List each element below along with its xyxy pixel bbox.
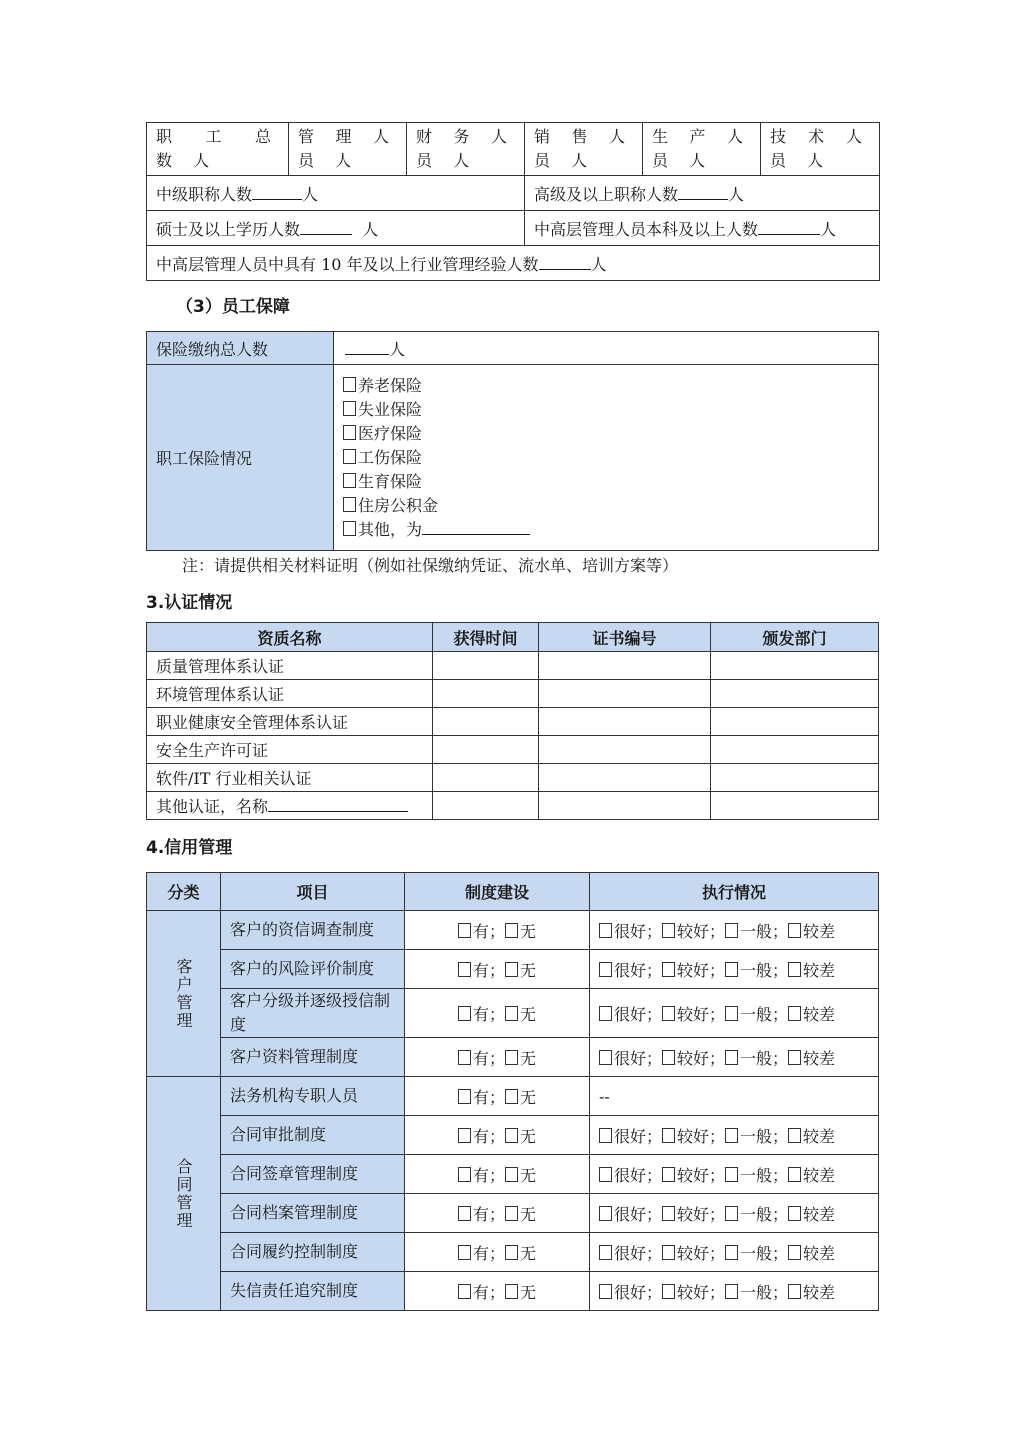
checkbox[interactable] xyxy=(725,1284,738,1299)
option-label: 医疗保险 xyxy=(358,423,423,443)
credit-row xyxy=(147,1233,879,1272)
cert-name: 环境管理体系认证 xyxy=(147,680,433,708)
category-label: 合同管理 xyxy=(174,1157,193,1230)
checkbox[interactable] xyxy=(725,1245,738,1260)
option-label: 无 xyxy=(520,1048,537,1068)
option-label: 较好； xyxy=(677,1204,726,1224)
cert-name: 职业健康安全管理体系认证 xyxy=(147,708,433,736)
insurance-table xyxy=(146,331,879,551)
option-label: 较好； xyxy=(677,1048,726,1068)
option-label: 较差 xyxy=(803,1126,836,1146)
option-label: 无 xyxy=(520,1243,537,1263)
option-label: 一般； xyxy=(740,960,789,980)
checkbox[interactable] xyxy=(343,473,356,488)
execution-rating xyxy=(590,1116,879,1155)
option-label: 较好； xyxy=(677,921,726,941)
checkbox[interactable] xyxy=(662,1006,675,1021)
mid-title-label: 中级职称人数 xyxy=(156,184,253,204)
header-system: 制度建设 xyxy=(405,873,590,911)
category-cell xyxy=(147,911,221,1077)
mgmt-bachelor-label: 中高层管理人员本科及以上人数 xyxy=(534,219,759,239)
execution-rating xyxy=(590,911,879,950)
insurance-option[interactable] xyxy=(343,446,869,470)
option-label: 较差 xyxy=(803,921,836,941)
checkbox[interactable] xyxy=(505,1089,518,1104)
item-label: 客户分级并逐级授信制度 xyxy=(221,989,405,1038)
checkbox[interactable] xyxy=(662,923,675,938)
sales-staff-cell[interactable]: 销 售 人 员 人 xyxy=(525,123,643,176)
checkbox[interactable] xyxy=(662,1050,675,1065)
unit-label: 人 xyxy=(728,184,745,204)
checkbox[interactable] xyxy=(505,1206,518,1221)
item-label: 合同审批制度 xyxy=(221,1116,405,1155)
issuer-cell[interactable] xyxy=(711,652,879,680)
checkbox[interactable] xyxy=(458,1245,471,1260)
blank-line[interactable] xyxy=(252,183,302,200)
system-yes-no xyxy=(405,1155,590,1194)
mid-title-cell[interactable] xyxy=(147,176,525,211)
option-label: 较好； xyxy=(677,1165,726,1185)
checkbox[interactable] xyxy=(599,1006,612,1021)
cert-name: 安全生产许可证 xyxy=(147,736,433,764)
number-cell[interactable] xyxy=(539,708,711,736)
checkbox[interactable] xyxy=(662,1245,675,1260)
date-cell[interactable] xyxy=(433,736,539,764)
staff-count-table xyxy=(146,122,880,281)
option-label: 一般； xyxy=(740,1204,789,1224)
checkbox[interactable] xyxy=(505,1245,518,1260)
issuer-cell[interactable] xyxy=(711,764,879,792)
option-label: 有； xyxy=(472,1243,505,1263)
credit-row xyxy=(147,989,879,1038)
option-label: 一般； xyxy=(740,1004,789,1024)
insurance-option[interactable] xyxy=(343,374,869,398)
option-label: 无 xyxy=(520,1087,537,1107)
credit-row xyxy=(147,950,879,989)
unit-label: 人 xyxy=(389,339,406,359)
issuer-cell[interactable] xyxy=(711,680,879,708)
option-label: 很好； xyxy=(614,921,663,941)
option-label: 较好； xyxy=(677,1126,726,1146)
checkbox[interactable] xyxy=(458,1206,471,1221)
system-yes-no xyxy=(405,950,590,989)
checkbox[interactable] xyxy=(599,923,612,938)
item-label: 合同履约控制制度 xyxy=(221,1233,405,1272)
number-cell[interactable] xyxy=(539,792,711,820)
option-label: 很好； xyxy=(614,1126,663,1146)
masters-label: 硕士及以上学历人数 xyxy=(156,219,301,239)
total-staff-cell[interactable]: 职 工 总 数 人 xyxy=(147,123,289,176)
option-label: 很好； xyxy=(614,960,663,980)
cert-name: 其他认证，名称 xyxy=(156,797,269,816)
checkbox[interactable] xyxy=(458,1128,471,1143)
unit-label: 人 xyxy=(302,184,319,204)
checkbox[interactable] xyxy=(599,962,612,977)
system-yes-no xyxy=(405,1077,590,1116)
category-cell xyxy=(147,1077,221,1311)
option-label: 一般； xyxy=(740,1165,789,1185)
mgmt-experience-label: 中高层管理人员中具有 10 年及以上行业管理经验人数 xyxy=(156,254,539,274)
blank-line[interactable] xyxy=(268,795,408,812)
option-label: 较差 xyxy=(803,1004,836,1024)
date-cell[interactable] xyxy=(433,708,539,736)
checkbox[interactable] xyxy=(599,1167,612,1182)
option-label: 一般； xyxy=(740,921,789,941)
issuer-cell[interactable] xyxy=(711,736,879,764)
unit-label: 人 xyxy=(362,219,379,239)
option-label: 有； xyxy=(472,1048,505,1068)
option-label: 一般； xyxy=(740,1243,789,1263)
option-label: 较好； xyxy=(677,1004,726,1024)
option-label: 一般； xyxy=(740,1282,789,1302)
unit-label: 人 xyxy=(820,219,837,239)
option-label: 很好； xyxy=(614,1243,663,1263)
option-label: 有； xyxy=(472,960,505,980)
option-label: 很好； xyxy=(614,1282,663,1302)
checkbox[interactable] xyxy=(343,425,356,440)
insurance-option[interactable] xyxy=(343,470,869,494)
blank-line[interactable] xyxy=(678,183,728,200)
insured-count-cell[interactable] xyxy=(334,332,879,365)
option-label: 较差 xyxy=(803,1204,836,1224)
credit-row xyxy=(147,1116,879,1155)
option-label: 无 xyxy=(520,1204,537,1224)
date-cell[interactable] xyxy=(433,792,539,820)
checkbox[interactable] xyxy=(788,1245,801,1260)
option-label: 有； xyxy=(472,1282,505,1302)
option-label: 较好； xyxy=(677,1243,726,1263)
option-label: 较差 xyxy=(803,1048,836,1068)
checkbox[interactable] xyxy=(725,923,738,938)
section-heading-staff-security: （3）员工保障 xyxy=(176,297,290,317)
checkbox[interactable] xyxy=(725,1128,738,1143)
checkbox[interactable] xyxy=(725,962,738,977)
system-yes-no xyxy=(405,989,590,1038)
checkbox[interactable] xyxy=(599,1245,612,1260)
checkbox[interactable] xyxy=(599,1128,612,1143)
credit-table xyxy=(146,872,879,1311)
option-label: 较差 xyxy=(803,1243,836,1263)
dash-placeholder: -- xyxy=(599,1086,610,1106)
management-staff-cell[interactable]: 管 理 人 员 人 xyxy=(289,123,407,176)
blank-line[interactable] xyxy=(300,218,352,235)
option-label: 很好； xyxy=(614,1004,663,1024)
item-label: 客户的资信调查制度 xyxy=(221,911,405,950)
option-label: 较差 xyxy=(803,1165,836,1185)
checkbox[interactable] xyxy=(343,377,356,392)
option-label: 住房公积金 xyxy=(358,495,439,515)
checkbox[interactable] xyxy=(788,923,801,938)
blank-line[interactable] xyxy=(422,518,530,535)
option-label: 无 xyxy=(520,1282,537,1302)
option-label: 生育保险 xyxy=(358,471,423,491)
option-label: 很好； xyxy=(614,1165,663,1185)
cert-name: 质量管理体系认证 xyxy=(147,652,433,680)
insurance-status-label: 职工保险情况 xyxy=(147,365,334,551)
checkbox[interactable] xyxy=(599,1206,612,1221)
insured-count-label: 保险缴纳总人数 xyxy=(147,332,334,365)
blank-line[interactable] xyxy=(758,218,820,235)
checkbox[interactable] xyxy=(458,923,471,938)
item-label: 客户的风险评价制度 xyxy=(221,950,405,989)
blank-line[interactable] xyxy=(539,253,591,270)
option-label: 无 xyxy=(520,1165,537,1185)
option-label: 无 xyxy=(520,921,537,941)
execution-rating xyxy=(590,1233,879,1272)
option-label: 其他，为 xyxy=(358,519,423,539)
checkbox[interactable] xyxy=(725,1006,738,1021)
blank-line[interactable] xyxy=(345,338,389,355)
checkbox[interactable] xyxy=(599,1284,612,1299)
execution-rating xyxy=(590,989,879,1038)
header-obtained-date: 获得时间 xyxy=(433,623,539,652)
header-category: 分类 xyxy=(147,873,221,911)
execution-rating xyxy=(590,1272,879,1311)
number-cell[interactable] xyxy=(539,764,711,792)
checkbox[interactable] xyxy=(599,1050,612,1065)
execution-rating xyxy=(590,1038,879,1077)
checkbox[interactable] xyxy=(788,962,801,977)
option-label: 很好； xyxy=(614,1048,663,1068)
mgmt-experience-cell[interactable] xyxy=(147,246,880,281)
system-yes-no xyxy=(405,1194,590,1233)
section-heading-certification: 3.认证情况 xyxy=(146,593,233,613)
execution-rating xyxy=(590,950,879,989)
execution-rating xyxy=(590,1155,879,1194)
option-label: 养老保险 xyxy=(358,375,423,395)
insurance-option[interactable] xyxy=(343,398,869,422)
checkbox[interactable] xyxy=(788,1006,801,1021)
checkbox[interactable] xyxy=(458,1167,471,1182)
checkbox[interactable] xyxy=(725,1206,738,1221)
insurance-option[interactable] xyxy=(343,422,869,446)
checkbox[interactable] xyxy=(343,521,356,536)
checkbox[interactable] xyxy=(458,1050,471,1065)
issuer-cell[interactable] xyxy=(711,792,879,820)
checkbox[interactable] xyxy=(662,1206,675,1221)
item-label: 法务机构专职人员 xyxy=(221,1077,405,1116)
option-label: 较好； xyxy=(677,1282,726,1302)
item-label: 客户资料管理制度 xyxy=(221,1038,405,1077)
header-cert-name: 资质名称 xyxy=(147,623,433,652)
checkbox[interactable] xyxy=(505,1006,518,1021)
cert-name: 软件/IT 行业相关认证 xyxy=(147,764,433,792)
option-label: 较好； xyxy=(677,960,726,980)
option-label: 很好； xyxy=(614,1204,663,1224)
header-issuer: 颁发部门 xyxy=(711,623,879,652)
production-staff-cell[interactable]: 生 产 人 员 人 xyxy=(643,123,761,176)
checkbox[interactable] xyxy=(505,1167,518,1182)
date-cell[interactable] xyxy=(433,652,539,680)
issuer-cell[interactable] xyxy=(711,708,879,736)
checkbox[interactable] xyxy=(505,1050,518,1065)
option-label: 有； xyxy=(472,921,505,941)
date-cell[interactable] xyxy=(433,764,539,792)
certification-table xyxy=(146,622,879,820)
checkbox[interactable] xyxy=(505,962,518,977)
number-cell[interactable] xyxy=(539,652,711,680)
option-label: 有； xyxy=(472,1004,505,1024)
option-label: 一般； xyxy=(740,1126,789,1146)
credit-row xyxy=(147,1272,879,1311)
tech-staff-cell[interactable]: 技 术 人 员 人 xyxy=(761,123,880,176)
option-label: 无 xyxy=(520,1126,537,1146)
date-cell[interactable] xyxy=(433,680,539,708)
checkbox[interactable] xyxy=(662,1167,675,1182)
header-cert-number: 证书编号 xyxy=(539,623,711,652)
item-label: 失信责任追究制度 xyxy=(221,1272,405,1311)
checkbox[interactable] xyxy=(458,962,471,977)
option-label: 有； xyxy=(472,1087,505,1107)
checkbox[interactable] xyxy=(505,1284,518,1299)
system-yes-no xyxy=(405,1038,590,1077)
option-label: 有； xyxy=(472,1165,505,1185)
checkbox[interactable] xyxy=(662,1128,675,1143)
unit-label: 人 xyxy=(590,254,607,274)
masters-cell[interactable] xyxy=(147,211,525,246)
checkbox[interactable] xyxy=(343,497,356,512)
checkbox[interactable] xyxy=(343,449,356,464)
checkbox[interactable] xyxy=(458,1284,471,1299)
execution-rating xyxy=(590,1077,879,1116)
number-cell[interactable] xyxy=(539,736,711,764)
credit-row xyxy=(147,1194,879,1233)
option-label: 工伤保险 xyxy=(358,447,423,467)
checkbox[interactable] xyxy=(343,401,356,416)
finance-staff-cell[interactable]: 财 务 人 员 人 xyxy=(407,123,525,176)
senior-title-cell[interactable] xyxy=(525,176,880,211)
option-label: 无 xyxy=(520,1004,537,1024)
option-label: 失业保险 xyxy=(358,399,423,419)
system-yes-no xyxy=(405,1116,590,1155)
checkbox[interactable] xyxy=(788,1206,801,1221)
checkbox[interactable] xyxy=(458,1006,471,1021)
note-text: 注：请提供相关材料证明（例如社保缴纳凭证、流水单、培训方案等） xyxy=(182,556,679,575)
senior-title-label: 高级及以上职称人数 xyxy=(534,184,679,204)
option-label: 较差 xyxy=(803,960,836,980)
checkbox[interactable] xyxy=(788,1050,801,1065)
section-heading-credit: 4.信用管理 xyxy=(146,838,233,858)
mgmt-bachelor-cell[interactable] xyxy=(525,211,880,246)
system-yes-no xyxy=(405,911,590,950)
checkbox[interactable] xyxy=(662,962,675,977)
system-yes-no xyxy=(405,1233,590,1272)
checkbox[interactable] xyxy=(788,1128,801,1143)
execution-rating xyxy=(590,1194,879,1233)
checkbox[interactable] xyxy=(788,1284,801,1299)
system-yes-no xyxy=(405,1272,590,1311)
checkbox[interactable] xyxy=(725,1167,738,1182)
credit-row xyxy=(147,1077,879,1116)
checkbox[interactable] xyxy=(505,1128,518,1143)
option-label: 无 xyxy=(520,960,537,980)
checkbox[interactable] xyxy=(458,1089,471,1104)
header-item: 项目 xyxy=(221,873,405,911)
insurance-option[interactable] xyxy=(343,494,869,518)
option-label: 一般； xyxy=(740,1048,789,1068)
checkbox[interactable] xyxy=(662,1284,675,1299)
option-label: 有； xyxy=(472,1126,505,1146)
category-label: 客户管理 xyxy=(174,957,193,1030)
credit-row xyxy=(147,911,879,950)
number-cell[interactable] xyxy=(539,680,711,708)
checkbox[interactable] xyxy=(788,1167,801,1182)
item-label: 合同签章管理制度 xyxy=(221,1155,405,1194)
cert-name-other[interactable] xyxy=(147,792,433,820)
insurance-options xyxy=(334,365,879,551)
checkbox[interactable] xyxy=(505,923,518,938)
option-label: 较差 xyxy=(803,1282,836,1302)
credit-row xyxy=(147,1038,879,1077)
insurance-option[interactable] xyxy=(343,518,869,542)
credit-row xyxy=(147,1155,879,1194)
item-label: 合同档案管理制度 xyxy=(221,1194,405,1233)
checkbox[interactable] xyxy=(725,1050,738,1065)
header-execution: 执行情况 xyxy=(590,873,879,911)
option-label: 有； xyxy=(472,1204,505,1224)
